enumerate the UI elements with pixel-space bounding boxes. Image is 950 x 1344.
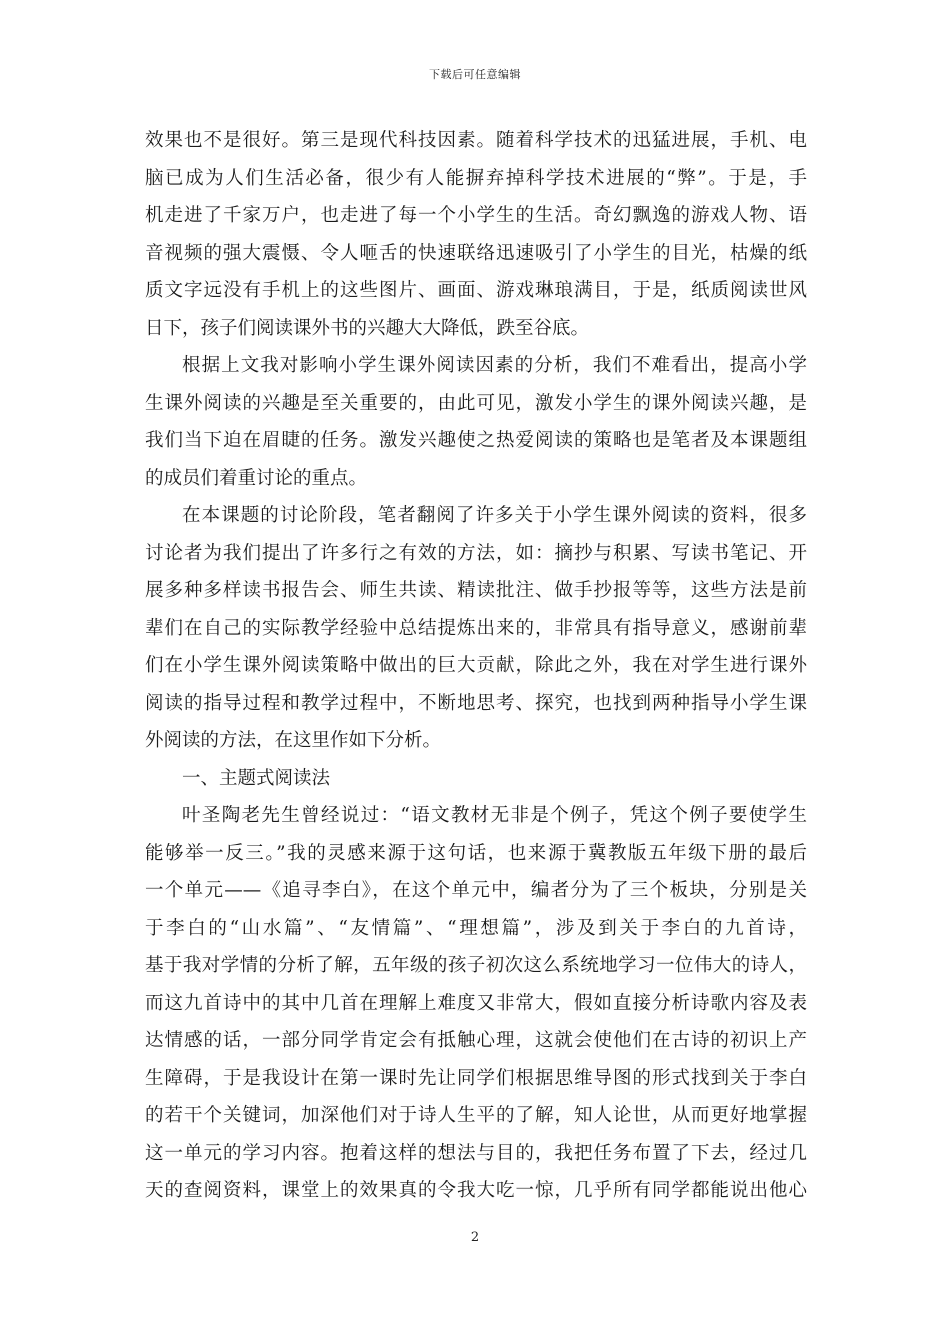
text-line: 基于我对学情的分析了解，五年级的孩子初次这么系统地学习一位伟大的诗人，: [145, 955, 807, 976]
text-line: 生障碍，于是我设计在第一课时先让同学们根据思维导图的形式找到关于李白: [145, 1067, 807, 1089]
text-line: 外阅读的方法，在这里作如下分析。: [145, 730, 442, 751]
document-body: [145, 122, 807, 1210]
text-line: 而这九首诗中的其中几首在理解上难度又非常大，假如直接分析诗歌内容及表: [145, 992, 807, 1014]
text-line: 的成员们着重讨论的重点。: [145, 467, 368, 489]
text-line: 机走进了千家万户，也走进了每一个小学生的生活。奇幻飘逸的游戏人物、语: [145, 205, 807, 226]
text-line: 日下，孩子们阅读课外书的兴趣大大降低，跌至谷底。: [145, 317, 590, 339]
page-header-note: 下载后可任意编辑: [429, 68, 521, 81]
text-line: 这一单元的学习内容。抱着这样的想法与目的，我把任务布置了下去，经过几: [145, 1142, 807, 1164]
text-line: 一个单元——《追寻李白》，在这个单元中，编者分为了三个板块，分别是关: [145, 880, 807, 901]
text-line: 效果也不是很好。第三是现代科技因素。随着科学技术的迅猛进展，手机、电: [145, 130, 807, 151]
text-line: 达情感的话，一部分同学肯定会有抵触心理，这就会使他们在古诗的初识上产: [145, 1030, 807, 1051]
text-line: 阅读的指导过程和教学过程中，不断地思考、探究，也找到两种指导小学生课: [145, 692, 807, 714]
text-line: 于李白的“山水篇”、“友情篇”、“理想篇”，涉及到关于李白的九首诗，: [145, 917, 807, 939]
text-line: 叶圣陶老先生曾经说过：“语文教材无非是个例子，凭这个例子要使学生: [182, 805, 807, 826]
text-line: 在本课题的讨论阶段，笔者翻阅了许多关于小学生课外阅读的资料，很多: [182, 505, 807, 526]
page-number: 2: [470, 1230, 480, 1245]
text-line: 生课外阅读的兴趣是至关重要的，由此可见，激发小学生的课外阅读兴趣，是: [145, 392, 807, 414]
text-line: 质文字远没有手机上的这些图片、画面、游戏琳琅满目，于是，纸质阅读世风: [145, 280, 807, 301]
section-heading: 一、主题式阅读法: [182, 767, 331, 789]
text-line: 辈们在自己的实际教学经验中总结提炼出来的，非常具有指导意义，感谢前辈: [145, 617, 807, 639]
text-line: 天的查阅资料，课堂上的效果真的令我大吃一惊，几乎所有同学都能说出他心: [145, 1180, 807, 1201]
text-line: 能够举一反三。”我的灵感来源于这句话，也来源于冀教版五年级下册的最后: [145, 842, 807, 864]
text-line: 的若干个关键词，加深他们对于诗人生平的了解，知人论世，从而更好地掌握: [145, 1105, 807, 1126]
text-line: 展多种多样读书报告会、师生共读、精读批注、做手抄报等等，这些方法是前: [145, 580, 807, 601]
text-line: 们在小学生课外阅读策略中做出的巨大贡献，除此之外，我在对学生进行课外: [145, 655, 807, 676]
text-line: 音视频的强大震慑、令人咂舌的快速联络迅速吸引了小学生的目光，枯燥的纸: [145, 242, 807, 264]
text-line: 脑已成为人们生活必备，很少有人能摒弃掉科学技术进展的“弊”。于是，手: [145, 167, 807, 189]
text-line: 根据上文我对影响小学生课外阅读因素的分析，我们不难看出，提高小学: [182, 355, 807, 376]
text-line: 讨论者为我们提出了许多行之有效的方法，如：摘抄与积累、写读书笔记、开: [145, 542, 807, 564]
text-line: 我们当下迫在眉睫的任务。激发兴趣使之热爱阅读的策略也是笔者及本课题组: [145, 430, 807, 451]
